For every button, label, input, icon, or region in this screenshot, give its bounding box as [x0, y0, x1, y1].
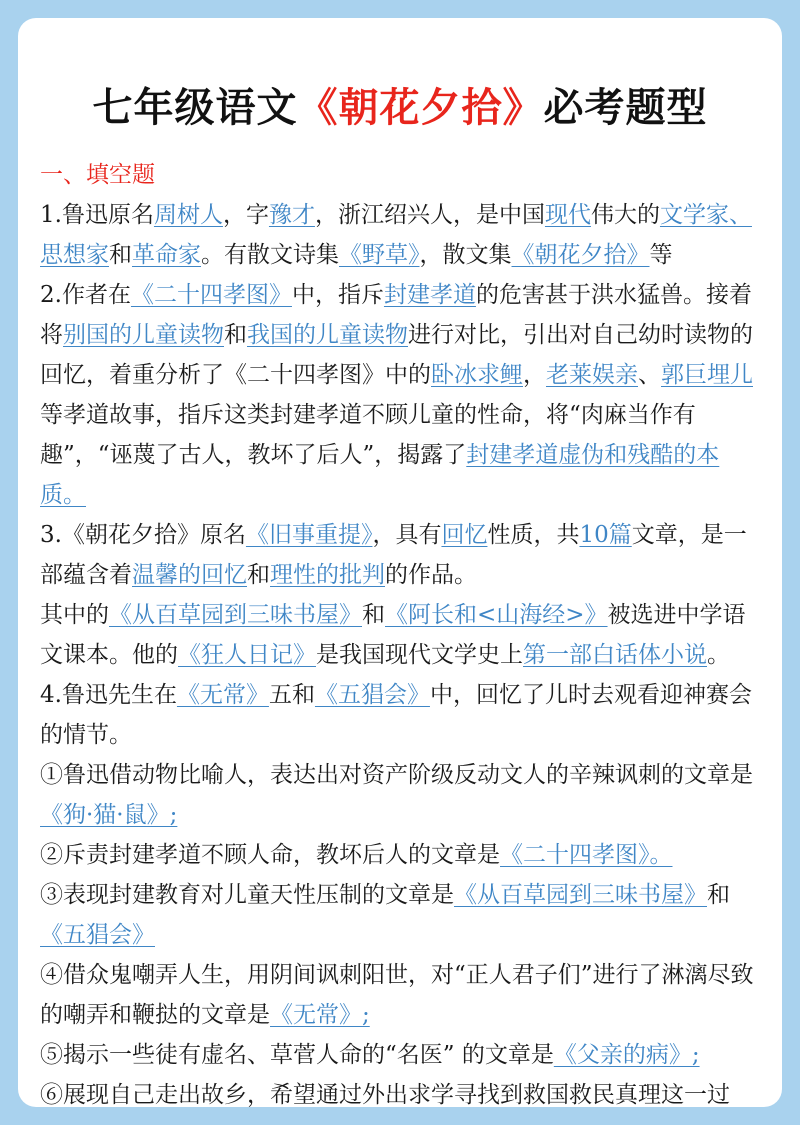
answer-text: 封建孝道: [383, 282, 476, 308]
question-text: ④借众鬼嘲弄人生，用阴间讽刺阳世，对“正人君子们”进行了淋漓尽致的嘲弄和鞭挞的文章是: [40, 962, 754, 1028]
question-text: 2.作者在: [40, 282, 131, 308]
answer-text: 革命家: [132, 242, 201, 268]
section-heading: 一、填空题: [40, 162, 155, 188]
question-text: 文章，是一部蕴含着: [40, 522, 747, 588]
paragraph: [40, 515, 760, 595]
question-text: 性质，共: [487, 522, 580, 548]
question-text: ，浙江绍兴人，是中国: [314, 202, 545, 228]
paragraph: [40, 875, 760, 955]
paragraph: [40, 275, 760, 515]
question-text: 的作品。: [385, 562, 477, 588]
question-text: ②斥责封建孝道不顾人命，教坏后人的文章是: [40, 842, 500, 868]
question-text: 等孝道故事，指斥这类封建孝道不顾儿童的性命，将“肉麻当作有趣”，“诬蔑了古人，教坏了后人”，揭露了: [40, 402, 696, 468]
question-text: 的危害甚于洪水猛兽。接着将: [40, 282, 752, 348]
title-book-name: 《朝花夕拾》: [297, 85, 544, 131]
question-text: 1.鲁迅原名: [40, 202, 154, 228]
answer-text: 《阿长和<山海经>》: [385, 602, 608, 628]
paragraph-list: [40, 195, 760, 1107]
question-text: 4.鲁迅先生在: [40, 682, 177, 708]
question-text: 其中的: [40, 602, 109, 628]
answer-text: 《父亲的病》;: [553, 1042, 700, 1068]
answer-text: 回忆: [441, 522, 488, 548]
answer-text: 周树人: [153, 202, 223, 228]
question-text: 进行对比，引出对自己幼时读物的回忆，着重分析了《二十四孝图》中的: [40, 322, 753, 388]
question-text: 中，指斥: [291, 282, 384, 308]
answer-text: 《二十四孝图》。: [500, 842, 673, 868]
question-text: 五和: [268, 682, 315, 708]
answer-text: 《五猖会》: [314, 682, 430, 708]
answer-text: 理性的批判: [270, 562, 385, 588]
question-text: 和: [224, 322, 247, 348]
paragraph: [40, 675, 760, 755]
answer-text: 《朝花夕拾》: [511, 242, 650, 268]
answer-text: 老莱娱亲: [546, 362, 638, 388]
question-text: ，: [523, 362, 546, 388]
answer-text: 豫才: [268, 202, 315, 228]
answer-text: 《无常》: [176, 682, 269, 708]
paragraph: [40, 595, 760, 675]
paragraph: [40, 195, 760, 275]
question-text: ⑤揭示一些徒有虚名、草菅人命的“名医” 的文章是: [40, 1042, 554, 1068]
question-text: 和: [109, 242, 132, 268]
document-body: [18, 155, 782, 1107]
answer-text: 现代: [544, 202, 591, 228]
question-text: ，散文集: [419, 242, 512, 268]
answer-text: 文学家、思想家: [40, 202, 752, 268]
answer-text: 《野草》: [339, 242, 420, 268]
question-text: 和: [247, 562, 270, 588]
question-text: ①鲁迅借动物比喻人，表达出对资产阶级反动文人的辛辣讽刺的文章是: [40, 762, 753, 788]
question-text: 3.《朝花夕拾》原名: [40, 522, 246, 548]
question-text: 伟大的: [590, 202, 660, 228]
question-text: 。: [707, 642, 730, 668]
question-text: 和: [707, 882, 730, 908]
answer-text: 《从百草园到三味书屋》: [109, 602, 362, 628]
paragraph: [40, 835, 760, 875]
answer-text: 卧冰求鲤: [431, 362, 523, 388]
question-text: 被选进中学语文课本。他的: [40, 602, 746, 668]
question-text: ③表现封建教育对儿童天性压制的文章是: [40, 882, 454, 908]
answer-text: 《旧事重提》: [245, 522, 373, 548]
answer-text: 《二十四孝图》: [130, 282, 292, 308]
question-text: 和: [362, 602, 385, 628]
question-text: 等: [649, 242, 673, 268]
answer-text: 《无常》;: [270, 1002, 370, 1028]
question-text: 是我国现代文学史上: [316, 642, 523, 668]
document-title: [18, 76, 782, 133]
question-text: ，字: [222, 202, 269, 228]
paragraph: [40, 1075, 760, 1107]
question-text: 。有散文诗集: [201, 242, 339, 268]
paragraph: [40, 1035, 760, 1075]
title-prefix: 七年级语文: [92, 85, 298, 131]
answer-text: 《五猖会》: [40, 922, 155, 948]
question-text: ⑥展现自己走出故乡，希望通过外出求学寻找到救国救民真理这一过: [40, 1082, 730, 1107]
answer-text: 第一部白话体小说: [523, 642, 707, 668]
paragraph: [40, 955, 760, 1035]
question-text: ，具有: [372, 522, 442, 548]
document-card: [18, 18, 782, 1107]
answer-text: 《从百草园到三味书屋》: [454, 882, 707, 908]
answer-text: 我国的儿童读物: [247, 322, 408, 348]
answer-text: 《狂人日记》: [178, 642, 316, 668]
question-text: 、: [638, 362, 661, 388]
answer-text: 10篇: [579, 522, 632, 548]
question-text: 中，回忆了儿时去观看迎神赛会的情节。: [40, 682, 752, 748]
answer-text: 别国的儿童读物: [63, 322, 224, 348]
paragraph: [40, 755, 760, 835]
title-suffix: 必考题型: [543, 85, 708, 131]
answer-text: 郭巨埋儿: [661, 362, 753, 388]
answer-text: 《狗·猫·鼠》;: [40, 802, 178, 828]
answer-text: 温馨的回忆: [132, 562, 247, 588]
answer-text: 封建孝道虚伪和残酷的本质。: [40, 442, 720, 508]
